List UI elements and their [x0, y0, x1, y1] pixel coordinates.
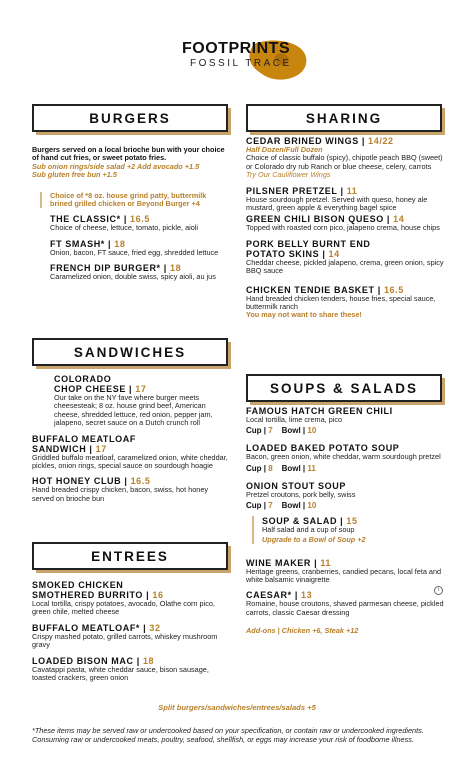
menu-item: ONION STOUT SOUP Pretzel croutons, pork belly, swiss Cup | 7 Bowl | 10 [246, 480, 356, 511]
menu-item: FAMOUS HATCH GREEN CHILI Local tortilla, lime crema, pico Cup | 7 Bowl | 10 [246, 406, 393, 436]
menu-item: CAESAR* | 13 Romaine, house croutons, shaved parmesan cheese, pickled carrots, classic Caesar dressing [246, 590, 444, 617]
entrees-header: ENTREES [32, 542, 228, 570]
logo-subtitle: FOSSIL TRACE [190, 58, 292, 69]
menu-item: SMOKED CHICKEN SMOTHERED BURRITO | 16 Local tortilla, crispy potatoes, avocado, Olathe corn pico, green chile, melted cheese [32, 580, 215, 617]
menu-item: CHICKEN TENDIE BASKET | 16.5 Hand breaded chicken tenders, house fries, special sauce, buttermilk ranch You may not want to share these! [246, 284, 436, 320]
menu-item: BUFFALO MEATLOAF* | 32 Crispy mashed potato, grilled carrots, whiskey mushroom gravy [32, 622, 218, 650]
soups-section [246, 406, 446, 635]
entrees-section [32, 580, 228, 682]
menu-item: COLORADO CHOP CHEESE | 17 Our take on the NY fave where burger meets cheesesteak; 8 oz. house grind beef, American cheese, shredded lettuce, red onion, pepper jam, jalapeno, secret sauce on a Dutch crunch roll [54, 374, 213, 428]
menu-item: LOADED BISON MAC | 18 Cavatappi pasta, white cheddar sauce, bison sausage, toasted crackers, green onion [32, 655, 209, 683]
menu-item: LOADED BAKED POTATO SOUP Bacon, green onion, white cheddar, warm sourdough pretzel Cup | 8 Bowl | 11 [246, 443, 441, 473]
sandwiches-header: SANDWICHES [32, 338, 228, 366]
burgers-section [32, 146, 228, 282]
menu-item: HOT HONEY CLUB | 16.5 Hand breaded crispy chicken, bacon, swiss, hot honey served on brioche bun [32, 476, 209, 503]
burgers-choice: Choice of *8 oz. house grind patty, buttermilk brined grilled chicken or Beyond Burger +4 [40, 192, 228, 209]
menu-item: CEDAR BRINED WINGS | 14/22 Half Dozen/Full Dozen Choice of classic buffalo (spicy), chipotle peach BBQ (sweet) or Colorado dry rub Ranch or blue cheese, celery, carrots Try Our Cauliflower Wings [246, 136, 443, 180]
burgers-sub-1: Sub onion rings/side salad +2 Add avocado +1.5 [32, 161, 200, 171]
menu-item: FT SMASH* | 18 Onion, bacon, FT sauce, fried egg, shredded lettuce [50, 238, 219, 257]
menu-item: THE CLASSIC* | 16.5 Choice of cheese, lettuce, tomato, pickle, aioli [50, 214, 199, 233]
addons: Add-ons | Chicken +6, Steak +12 [246, 626, 359, 636]
sharing-section [246, 136, 446, 320]
burgers-sub-2: Sub gluten free bun +1.5 [32, 170, 117, 180]
info-icon: i [434, 586, 443, 595]
menu-item: WINE MAKER | 11 Heritage greens, cranberries, candied pecans, local feta and white balsamic vinaigrette [246, 557, 442, 585]
menu-item: FRENCH DIP BURGER* | 18 Caramelized onion, double swiss, spicy aioli, au jus [50, 263, 216, 282]
logo-title: FOOTPRINTS [182, 40, 291, 57]
sharing-header: SHARING [246, 104, 442, 132]
split-note: Split burgers/sandwiches/entrees/salads +5 [158, 703, 316, 712]
disclaimer: *These items may be served raw or undercooked based on your specification, or contain raw or undercooked ingredients. Consuming raw or undercooked meats, poultry, seafood, shellfish, or eggs may increase your risk of foodborne illness. [32, 726, 424, 744]
burgers-list [50, 214, 228, 281]
burgers-header: BURGERS [32, 104, 228, 132]
menu-item: PILSNER PRETZEL | 11 House sourdough pretzel. Served with queso, honey ale mustard, green apple & everything bagel spice [246, 185, 428, 213]
menu-item: GREEN CHILI BISON QUESO | 14 Topped with roasted corn pico, jalapeno crema, house chips [246, 214, 440, 233]
soup-salad-combo: SOUP & SALAD | 15 Half salad and a cup of soup Upgrade to a Bowl of Soup +2 [252, 516, 446, 543]
soups-header: SOUPS & SALADS [246, 374, 442, 402]
logo [178, 36, 314, 86]
sandwiches-section [32, 374, 228, 503]
menu-item: BUFFALO MEATLOAF SANDWICH | 17 Griddled buffalo meatloaf, caramelized onion, white cheddar, pickles, onion rings, special sauce on sourdough hoagie [32, 433, 228, 471]
burgers-intro: Burgers served on a local brioche bun with your choice of hand cut fries, or sweet potato fries. [32, 145, 225, 163]
menu-item: PORK BELLY BURNT END POTATO SKINS | 14 Cheddar cheese, pickled jalapeno, crema, green onion, spicy BBQ sauce [246, 238, 444, 276]
